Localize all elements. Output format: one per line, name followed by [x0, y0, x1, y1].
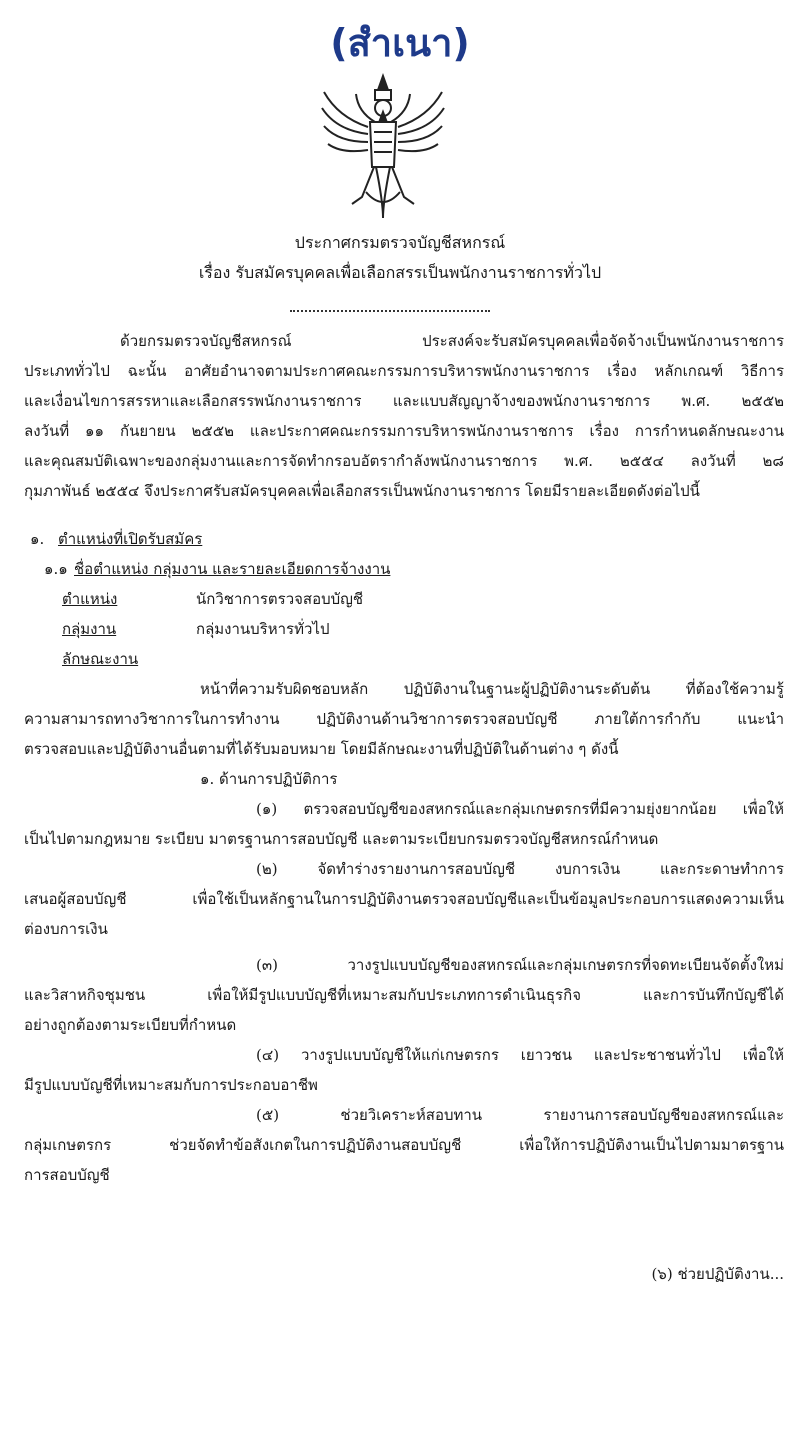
item-line: (๕) ช่วยวิเคราะห์สอบทาน รายงานการสอบบัญชีของสหกรณ์และ — [256, 1106, 784, 1124]
garuda-emblem-icon — [318, 72, 448, 222]
position-value: นักวิชาการตรวจสอบบัญชี — [196, 590, 364, 608]
list-item — [24, 1100, 784, 1190]
nature-label: ลักษณะงาน — [62, 650, 139, 668]
list-item — [24, 794, 784, 854]
copy-stamp: (สำเนา) — [330, 21, 470, 65]
item-line: (๔) วางรูปแบบบัญชีให้แก่เกษตรกร เยาวชน และประชาชนทั่วไป เพื่อให้ — [256, 1046, 784, 1064]
nature-line: ตรวจสอบและปฏิบัติงานอื่นตามที่ได้รับมอบหมาย โดยมีลักษณะงานที่ปฏิบัติในด้านต่าง ๆ ดังนี้ — [24, 740, 619, 758]
item-line: (๒) จัดทำร่างรายงานการสอบบัญชี งบการเงิน และกระดาษทำการ — [256, 860, 784, 878]
subsection-number: ๑.๑ — [44, 560, 68, 578]
item-line: มีรูปแบบบัญชีที่เหมาะสมกับการประกอบอาชีพ — [24, 1076, 318, 1094]
item-line: เสนอผู้สอบบัญชี เพื่อใช้เป็นหลักฐานในการปฏิบัติงานตรวจสอบบัญชีและเป็นข้อมูลประกอบการแสดงความเห็น — [24, 890, 784, 908]
intro-line: ประเภททั่วไป ฉะนั้น อาศัยอำนาจตามประกาศคณะกรรมการบริหารพนักงานราชการ เรื่อง หลักเกณฑ์ วิธีการ — [24, 362, 784, 380]
section-title: ตำแหน่งที่เปิดรับสมัคร — [58, 530, 203, 548]
position-label: ตำแหน่ง — [62, 590, 118, 608]
continuation-note: (๖) ช่วยปฏิบัติงาน... — [651, 1265, 784, 1283]
intro-line: ด้วยกรมตรวจบัญชีสหกรณ์ ประสงค์จะรับสมัครบุคคลเพื่อจัดจ้างเป็นพนักงานราชการ — [120, 332, 784, 350]
nature-paragraph — [24, 674, 784, 764]
list-item — [24, 854, 784, 944]
announcement-title: ประกาศกรมตรวจบัญชีสหกรณ์ — [294, 233, 506, 252]
item-line: (๓) วางรูปแบบบัญชีของสหกรณ์และกลุ่มเกษตรกรที่จดทะเบียนจัดตั้งใหม่ — [256, 956, 784, 974]
group-label: กลุ่มงาน — [62, 620, 117, 638]
announcement-subject: เรื่อง รับสมัครบุคคลเพื่อเลือกสรรเป็นพนักงานราชการทั่วไป — [198, 263, 602, 282]
list-item — [24, 1040, 784, 1100]
intro-line: กุมภาพันธ์ ๒๕๕๔ จึงประกาศรับสมัครบุคคลเพื่อเลือกสรรเป็นพนักงานราชการ โดยมีรายละเอียดดังต่อไปนี้ — [24, 482, 700, 500]
item-line: อย่างถูกต้องตามระเบียบที่กำหนด — [24, 1016, 237, 1034]
separator-dotted-line — [290, 298, 490, 312]
intro-line: และคุณสมบัติเฉพาะของกลุ่มงานและการจัดทำกรอบอัตรากำลังพนักงานราชการ พ.ศ. ๒๕๕๔ ลงวันที่ ๒๘ — [24, 452, 784, 470]
item-line: เป็นไปตามกฎหมาย ระเบียบ มาตรฐานการสอบบัญชี และตามระเบียบกรมตรวจบัญชีสหกรณ์กำหนด — [24, 830, 659, 848]
intro-paragraph — [24, 326, 784, 506]
item-line: ต่องบการเงิน — [24, 920, 108, 938]
nature-line: ความสามารถทางวิชาการในการทำงาน ปฏิบัติงานด้านวิชาการตรวจสอบบัญชี ภายใต้การกำกับ แนะนำ — [24, 710, 784, 728]
item-line: การสอบบัญชี — [24, 1166, 110, 1184]
subsection-title: ชื่อตำแหน่ง กลุ่มงาน และรายละเอียดการจ้างงาน — [74, 560, 391, 578]
operations-heading: ๑. ด้านการปฏิบัติการ — [200, 770, 338, 788]
nature-line: หน้าที่ความรับผิดชอบหลัก ปฏิบัติงานในฐานะผู้ปฏิบัติงานระดับต้น ที่ต้องใช้ความรู้ — [200, 680, 784, 698]
list-item — [24, 950, 784, 1040]
intro-line: ลงวันที่ ๑๑ กันยายน ๒๕๕๒ และประกาศคณะกรรมการบริหารพนักงานราชการ เรื่อง การกำหนดลักษณะงาน — [24, 422, 784, 440]
item-line: (๑) ตรวจสอบบัญชีของสหกรณ์และกลุ่มเกษตรกรที่มีความยุ่งยากน้อย เพื่อให้ — [256, 800, 784, 818]
section-number: ๑. — [30, 530, 45, 548]
item-line: และวิสาหกิจชุมชน เพื่อให้มีรูปแบบบัญชีที่เหมาะสมกับประเภทการดำเนินธุรกิจ และการบันทึกบัญชีได้ — [24, 986, 784, 1004]
group-value: กลุ่มงานบริหารทั่วไป — [196, 620, 330, 638]
item-line: กลุ่มเกษตรกร ช่วยจัดทำข้อสังเกตในการปฏิบัติงานสอบบัญชี เพื่อให้การปฏิบัติงานเป็นไปตามมาตรฐาน — [24, 1136, 784, 1154]
intro-line: และเงื่อนไขการสรรหาและเลือกสรรพนักงานราชการ และแบบสัญญาจ้างของพนักงานราชการ พ.ศ. ๒๕๕๒ — [24, 392, 784, 410]
